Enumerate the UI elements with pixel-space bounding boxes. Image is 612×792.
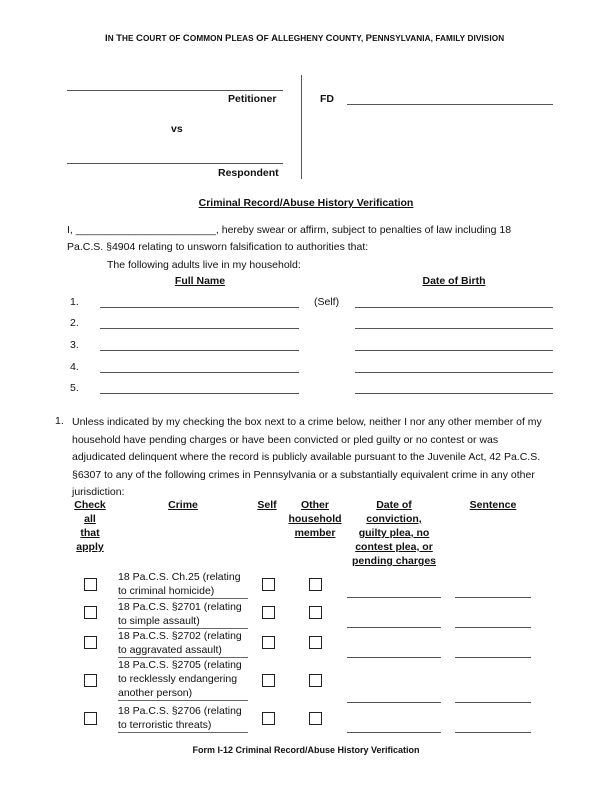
conviction-date-line[interactable] [347,702,441,703]
item-1-line: jurisdiction: [72,486,125,498]
court-heading-part: C [325,33,333,44]
adult-full-name-line[interactable] [100,393,299,394]
adult-row-number: 2. [70,317,79,329]
header-line: Check [74,499,106,511]
conviction-date-line[interactable] [347,597,441,598]
crime-name: 18 Pa.C.S. §2702 (relating to aggravated assault) [118,629,248,658]
court-heading-part: OMMON [189,34,226,43]
check-apply-box[interactable] [84,674,97,687]
petitioner-name-line[interactable] [67,90,283,91]
crime-name: 18 Pa.C.S. §2706 (relating to terroristic threats) [118,704,248,733]
self-checkbox[interactable] [262,712,275,725]
check-apply-box[interactable] [84,712,97,725]
respondent-name-line[interactable] [67,163,283,164]
court-heading-part: C [136,33,143,44]
adults-intro: The following adults live in my household: [107,259,301,271]
form-title: Criminal Record/Abuse History Verification [198,197,414,209]
crime-name: 18 Pa.C.S. Ch.25 (relating to criminal homicide) [118,570,248,599]
court-heading-part: HE [122,34,136,43]
adult-date-of-birth-line[interactable] [355,372,553,373]
adult-full-name-line[interactable] [100,307,299,308]
adult-full-name-line[interactable] [100,372,299,373]
other-member-checkbox[interactable] [309,606,322,619]
adult-date-of-birth-line[interactable] [355,393,553,394]
sentence-line[interactable] [455,597,531,598]
court-heading-part: I [105,33,108,44]
adult-row-number: 4. [70,361,79,373]
petitioner-label: Petitioner [228,93,277,105]
header-line: conviction, [366,513,422,525]
header-line: that [80,527,100,539]
other-member-checkbox[interactable] [309,578,322,591]
other-member-checkbox[interactable] [309,674,322,687]
item-1-line: adjudicated delinquent where the record is publicly available pursuant to the Juvenile Act, 42 Pa.C.S. [72,451,541,463]
adult-row-number: 1. [70,296,79,308]
adult-row-number: 3. [70,339,79,351]
sentence-header [455,498,531,512]
court-heading-part: F [263,34,272,43]
header-line: Crime [168,499,198,511]
header-line: Self [257,499,277,511]
check-all-header [70,498,110,554]
court-heading-part: LEAS [231,34,257,43]
court-heading-part: C [182,33,190,44]
header-line: guilty plea, no [358,527,430,539]
header-line: household [288,513,342,525]
court-heading-part: T [116,33,123,44]
header-line: member [294,527,336,539]
vs-label: vs [171,123,183,135]
court-heading-part: O [256,33,264,44]
check-apply-box[interactable] [84,636,97,649]
header-line: pending charges [351,555,436,567]
other-member-checkbox[interactable] [309,636,322,649]
adult-full-name-line[interactable] [100,328,299,329]
header-line: all [84,513,96,525]
fd-number-line[interactable] [347,104,553,105]
header-line: Other [300,499,329,511]
crime-name: 18 Pa.C.S. §2701 (relating to simple assault) [118,600,248,629]
court-heading-part: A [271,33,279,44]
check-apply-box[interactable] [84,606,97,619]
item-1-number: 1. [55,415,64,427]
check-apply-box[interactable] [84,578,97,591]
item-1-line: Unless indicated by my checking the box next to a crime below, neither I nor any other member of my [72,416,542,428]
self-label: (Self) [314,296,340,308]
date-of-conviction-header [346,498,442,568]
self-checkbox[interactable] [262,636,275,649]
court-heading-part: OUNTY, [332,34,366,43]
header-line: Sentence [469,499,517,511]
sentence-line[interactable] [455,627,531,628]
self-checkbox[interactable] [262,578,275,591]
adult-date-of-birth-line[interactable] [355,328,553,329]
court-heading-part: LLEGHENY [278,34,326,43]
self-checkbox[interactable] [262,606,275,619]
court-heading-part: ENNSYLVANIA, FAMILY DIVISION [372,34,505,43]
affirmation-line-1: I, ________________________, hereby swear or affirm, subject to penalties of law including 18 [67,224,512,236]
header-line: Date of [376,499,412,511]
affirmation-line-2: Pa.C.S. §4904 relating to unsworn falsification to authorities that: [67,241,369,253]
fd-label: FD [320,93,334,105]
full-name-header: Full Name [174,275,226,287]
sentence-line[interactable] [455,702,531,703]
adult-row-number: 5. [70,382,79,394]
adult-full-name-line[interactable] [100,350,299,351]
self-header [252,498,282,512]
court-heading-part: OURT OF [142,34,183,43]
crime-name: 18 Pa.C.S. §2705 (relating to recklessly endangering another person) [118,658,248,701]
caption-divider [301,75,302,179]
self-checkbox[interactable] [262,674,275,687]
conviction-date-line[interactable] [347,657,441,658]
header-line: apply [76,541,104,553]
conviction-date-line[interactable] [347,732,441,733]
item-1-line: household have pending charges or have been convicted or pled guilty or no contest or was [72,433,499,446]
court-heading [105,33,504,44]
crime-header [118,498,248,512]
date-of-birth-header: Date of Birth [422,275,486,287]
sentence-line[interactable] [455,732,531,733]
conviction-date-line[interactable] [347,627,441,628]
court-heading-part: P [365,33,373,44]
adult-date-of-birth-line[interactable] [355,307,553,308]
adult-date-of-birth-line[interactable] [355,350,553,351]
court-heading-part: N [107,34,117,43]
item-1-text [72,414,572,502]
respondent-label: Respondent [218,167,279,179]
court-heading-part: P [225,33,232,44]
item-1-line: §6307 to any of the following crimes in Pennsylvania or a substantially equivalent crime in any other [72,468,535,481]
header-line: contest plea, or [355,541,433,553]
other-household-member-header [284,498,346,540]
other-member-checkbox[interactable] [309,712,322,725]
sentence-line[interactable] [455,657,531,658]
form-footer: Form I-12 Criminal Record/Abuse History Verification [192,745,420,755]
